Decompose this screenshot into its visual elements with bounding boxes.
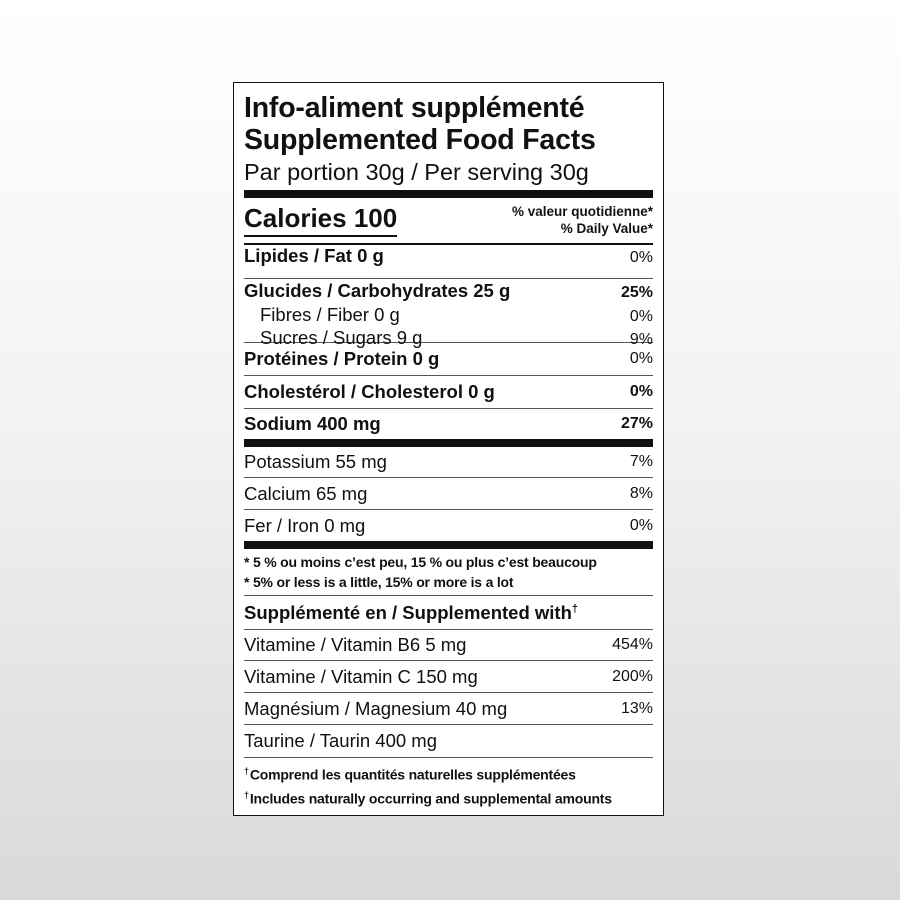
- carbohydrate-group: [244, 279, 653, 348]
- supplement-label: Taurine / Taurin 400 mg: [244, 730, 437, 751]
- nutrient-label: Calcium 65 mg: [244, 482, 368, 504]
- footnotes: [244, 758, 653, 808]
- nutrient-dv: 8%: [629, 484, 653, 502]
- dagger-mark: †: [244, 766, 249, 776]
- supplemented-heading-row: [244, 596, 653, 630]
- supplement-dv: 454%: [612, 636, 653, 653]
- nutrient-row-iron: [244, 510, 653, 541]
- nutrient-row-calcium: [244, 478, 653, 510]
- nutrient-row-protein: [244, 343, 653, 376]
- nutrient-dv: 27%: [620, 415, 653, 432]
- nutrition-facts-label: [233, 82, 664, 816]
- nutrient-row-fiber: [244, 304, 653, 327]
- nutrient-row-cholesterol: [244, 376, 653, 409]
- note-english: [244, 572, 653, 592]
- note-text: * 5 % ou moins c’est: [244, 554, 380, 570]
- thick-divider: [244, 541, 653, 549]
- nutrient-dv: 9%: [629, 331, 653, 348]
- supplement-row-vitamin-b6: [244, 630, 653, 661]
- nutrient-row-potassium: [244, 447, 653, 478]
- nutrient-label: Protéines / Protein 0 g: [244, 348, 440, 369]
- footnote-french: [244, 761, 653, 785]
- note-text: , 15 % ou plus c’est: [403, 554, 533, 570]
- nutrient-row-fat: [244, 245, 653, 279]
- daily-value-french: % valeur quotidienne*: [511, 204, 653, 219]
- calories-row: [244, 203, 653, 243]
- nutrient-dv: 0%: [629, 383, 653, 400]
- daily-value-english: % Daily Value*: [560, 221, 653, 236]
- supplemented-heading-text: Supplémenté en / Supplemented with: [244, 601, 572, 623]
- nutrient-dv: 0%: [629, 308, 653, 325]
- nutrient-label: Lipides / Fat 0 g: [244, 245, 384, 266]
- footnote-text: Includes naturally occurring and supplemental amounts: [249, 790, 612, 807]
- nutrient-label: Cholestérol / Cholesterol 0 g: [244, 381, 495, 402]
- supplement-label: Vitamine / Vitamin C 150 mg: [244, 665, 478, 687]
- thick-divider: [244, 439, 653, 447]
- note-text: , 15% or more is: [377, 574, 486, 590]
- title-french: Info-aliment supplémenté: [244, 92, 585, 124]
- calories-label: Calories 100: [244, 203, 397, 237]
- nutrient-dv: 0%: [629, 350, 653, 367]
- nutrient-dv: 7%: [629, 453, 653, 470]
- supplemented-heading: [244, 602, 578, 624]
- supplement-row-magnesium: [244, 693, 653, 725]
- note-emphasis: a lot: [485, 574, 514, 590]
- nutrient-row-sodium: [244, 409, 653, 439]
- note-emphasis: beaucoup: [532, 554, 597, 570]
- nutrient-label: Sodium 400 mg: [244, 413, 381, 434]
- supplement-row-vitamin-c: [244, 661, 653, 693]
- supplement-label: Vitamine / Vitamin B6 5 mg: [244, 634, 467, 655]
- nutrient-label: Glucides / Carbohydrates 25 g: [244, 280, 511, 301]
- supplement-dv: 13%: [620, 699, 653, 717]
- thick-divider: [244, 190, 653, 198]
- dagger-mark: †: [571, 602, 579, 615]
- title-english: Supplemented Food Facts: [244, 124, 596, 156]
- nutrient-row-carbohydrates: [244, 280, 653, 304]
- daily-value-header: [512, 203, 653, 237]
- nutrient-label: Fer / Iron 0 mg: [244, 514, 366, 536]
- nutrient-dv: 25%: [620, 284, 653, 301]
- supplement-dv: 200%: [612, 667, 653, 685]
- nutrient-label: Potassium 55 mg: [244, 451, 387, 472]
- nutrient-label: Sucres / Sugars 9 g: [260, 327, 423, 348]
- dagger-mark: †: [244, 789, 249, 800]
- nutrient-label: Fibres / Fiber 0 g: [260, 304, 400, 325]
- note-french: [244, 552, 653, 572]
- note-text: * 5% or less is: [244, 574, 339, 590]
- serving-size: Par portion 30g / Per serving 30g: [244, 159, 589, 185]
- note-emphasis: peu: [379, 554, 404, 570]
- footnote-text: Comprend les quantités naturelles supplémentées: [249, 766, 576, 783]
- supplement-row-taurine: [244, 725, 653, 758]
- footnote-english: [244, 785, 653, 809]
- supplement-label: Magnésium / Magnesium 40 mg: [244, 697, 508, 719]
- note-emphasis: a little: [338, 574, 378, 590]
- nutrient-dv: 0%: [629, 249, 653, 266]
- daily-value-notes: [244, 549, 653, 596]
- nutrient-dv: 0%: [629, 516, 653, 534]
